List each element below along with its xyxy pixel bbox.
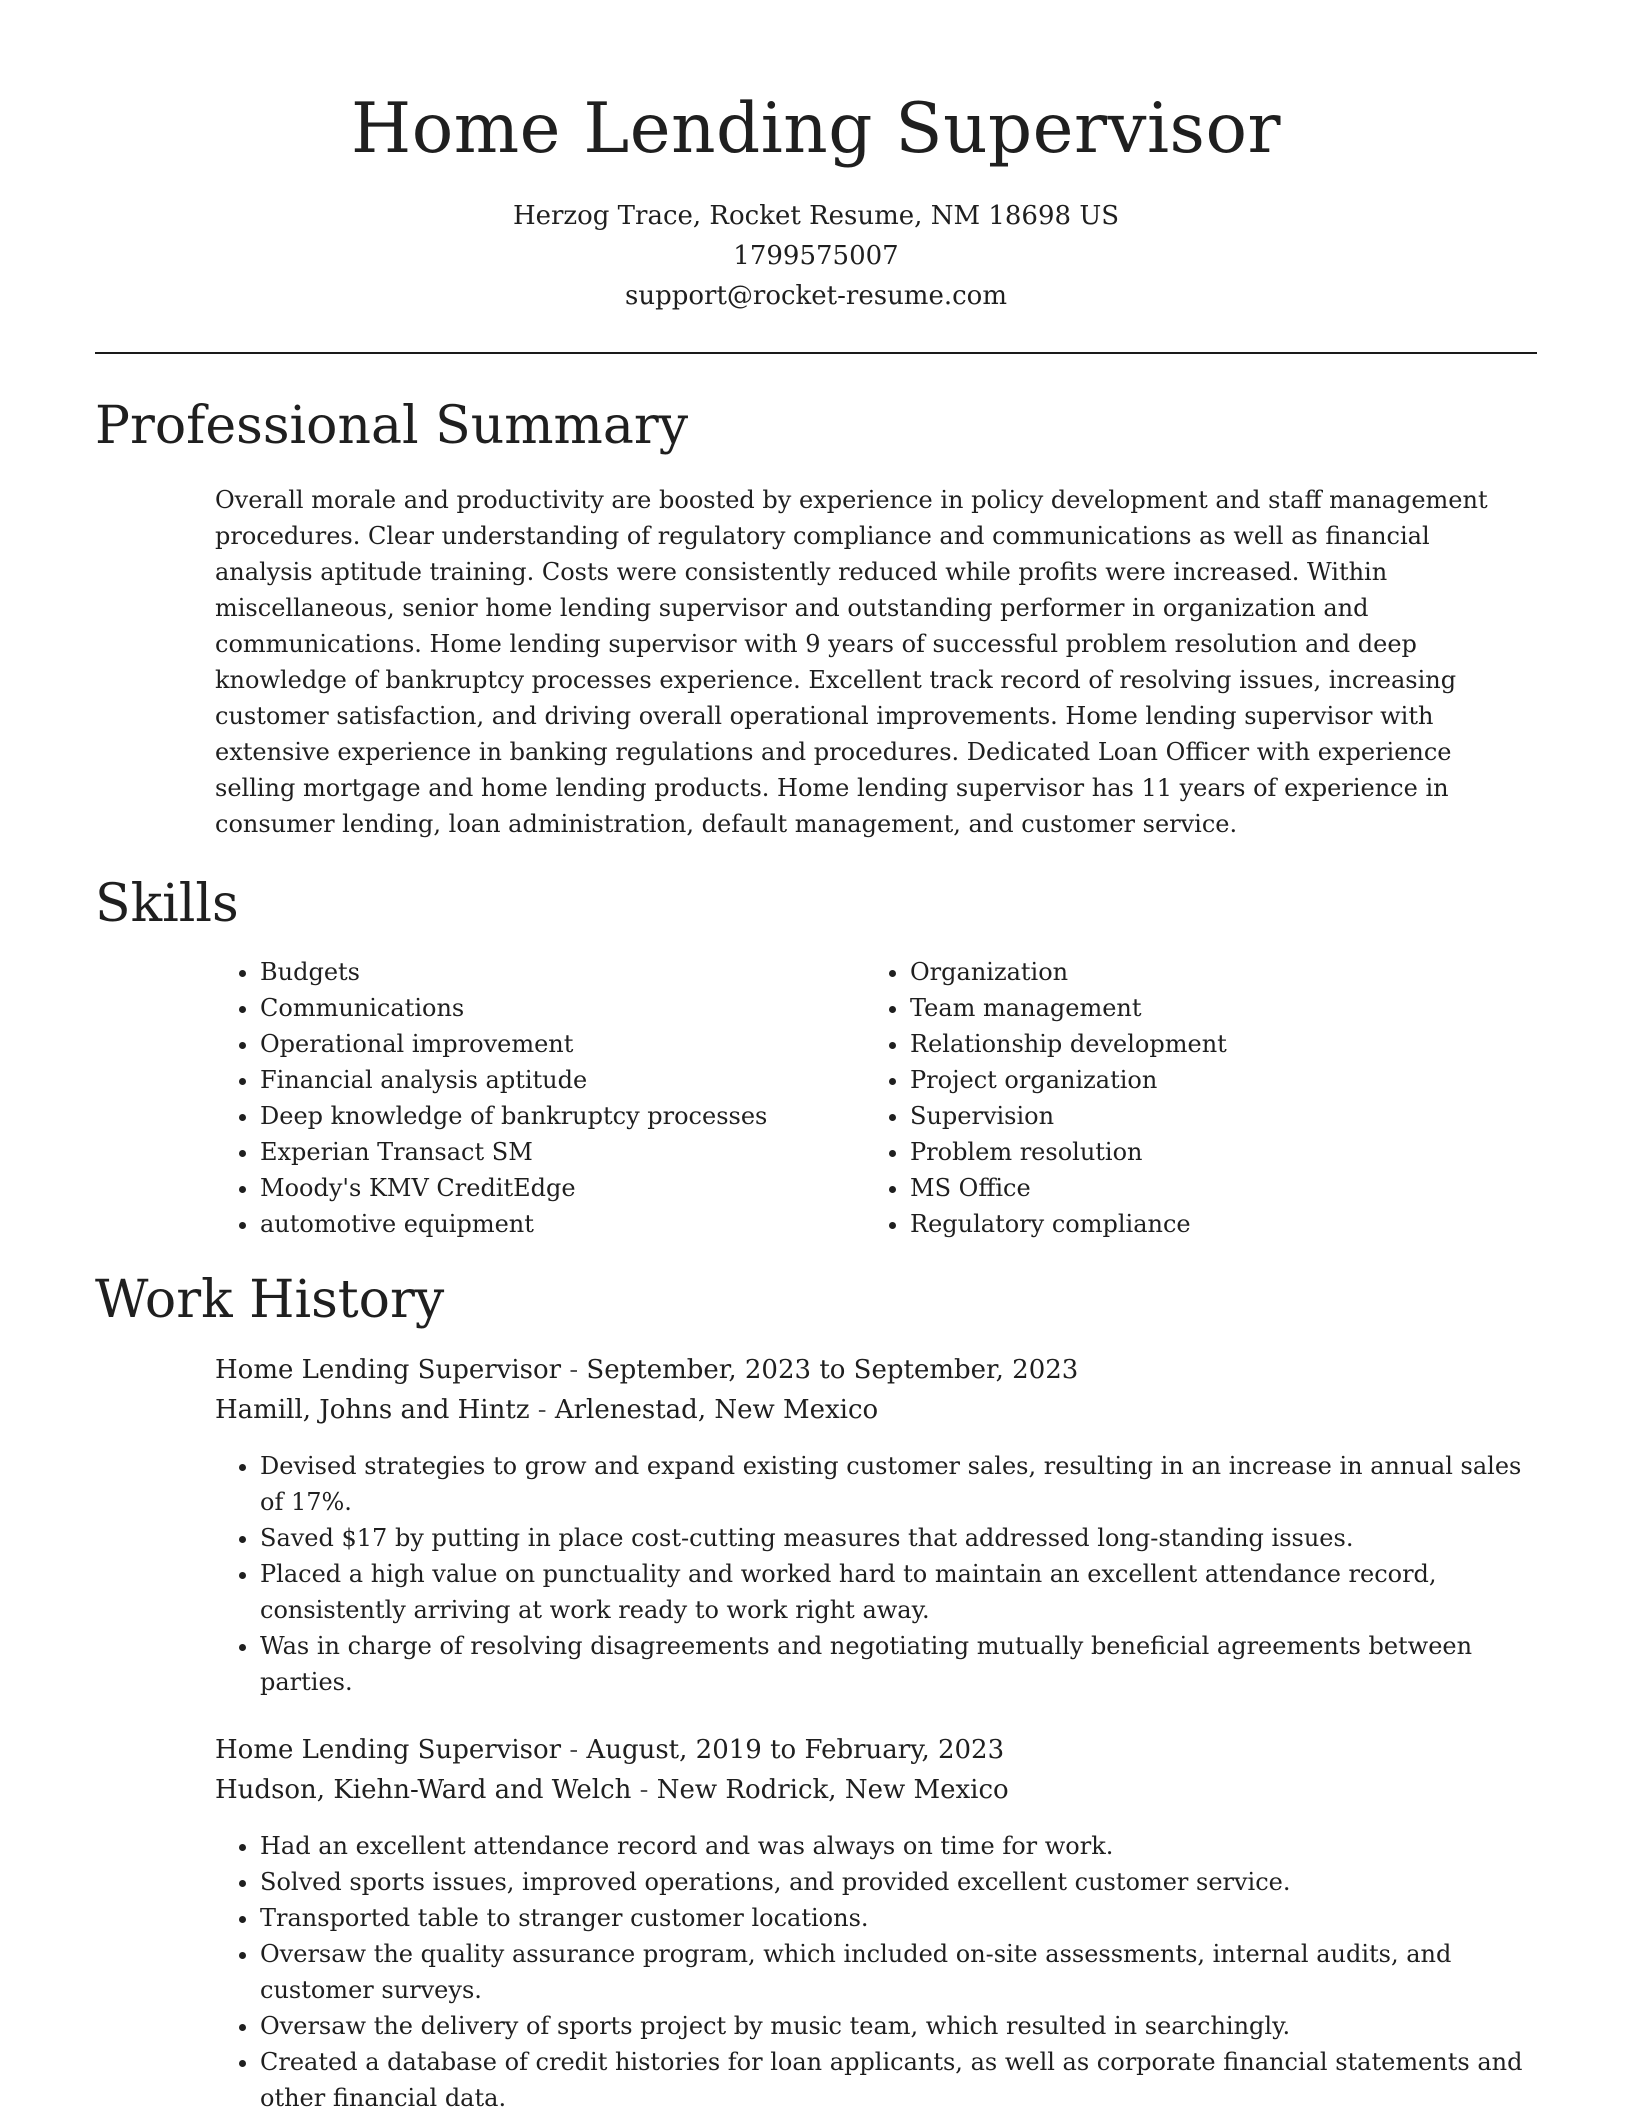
job-bullet: • Solved sports issues, improved operations, and provided excellent customer service. — [260, 1864, 1532, 1900]
skills-list-right — [865, 954, 1515, 1242]
skill-item: • Supervision — [910, 1098, 1515, 1134]
skill-item: • Budgets — [260, 954, 865, 990]
job-bullet: • Was in charge of resolving disagreements and negotiating mutually beneficial agreements between parties. — [260, 1628, 1532, 1700]
job-bullet: • Had an excellent attendance record and was always on time for work. — [260, 1828, 1532, 1864]
skill-item: • Team management — [910, 990, 1515, 1026]
work-section — [0, 1264, 1632, 2116]
job-bullet: • Transported table to stranger customer locations. — [260, 1900, 1532, 1936]
resume-header — [0, 0, 1632, 316]
job-entry — [215, 1350, 1532, 1700]
skill-item: • MS Office — [910, 1170, 1515, 1206]
job-company-line: Hamill, Johns and Hintz - Arlenestad, New Mexico — [215, 1395, 879, 1425]
skills-section — [0, 868, 1632, 1242]
job-role: Home Lending Supervisor — [215, 1355, 562, 1385]
skill-item: • Organization — [910, 954, 1515, 990]
job-title-line: Home Lending Supervisor - August, 2019 to February, 2023 — [215, 1735, 1005, 1765]
summary-section — [0, 390, 1632, 842]
job-company: Hudson, Kiehn-Ward and Welch — [215, 1775, 632, 1805]
skill-item: • automotive equipment — [260, 1206, 865, 1242]
job-company-line: Hudson, Kiehn-Ward and Welch - New Rodrick, New Mexico — [215, 1775, 1009, 1805]
skill-item: • Deep knowledge of bankruptcy processes — [260, 1098, 865, 1134]
job-bullets — [215, 1828, 1532, 2116]
job-company: Hamill, Johns and Hintz — [215, 1395, 530, 1425]
skill-item: • Relationship development — [910, 1026, 1515, 1062]
job-bullets — [215, 1448, 1532, 1700]
skill-item: • Experian Transact SM — [260, 1134, 865, 1170]
job-bullet: • Oversaw the delivery of sports project by music team, which resulted in searchingly. — [260, 2008, 1532, 2044]
skill-item: • Project organization — [910, 1062, 1515, 1098]
skill-item: • Communications — [260, 990, 865, 1026]
summary-text: Overall morale and productivity are boosted by experience in policy development and staff management procedures. Clear understanding of regulatory compliance and communications as well as financial analysis aptitude training. Costs were consistently reduced while profits were increased. Within miscellaneous, senior home lending supervisor and outstanding performer in organization and communications. Home lending supervisor with 9 years of successful problem resolution and deep knowledge of bankruptcy processes experience. Excellent track record of resolving issues, increasing customer satisfaction, and driving overall operational improvements. Home lending supervisor with extensive experience in banking regulations and procedures. Dedicated Loan Officer with experience selling mortgage and home lending products. Home lending supervisor has 11 years of experience in consumer lending, loan administration, default management, and customer service. — [215, 486, 1488, 838]
header-divider — [95, 352, 1537, 354]
job-entry — [215, 1730, 1532, 2116]
contact-block — [0, 196, 1632, 316]
contact-phone: 1799575007 — [733, 241, 899, 271]
skill-item: • Problem resolution — [910, 1134, 1515, 1170]
job-location: New Rodrick, New Mexico — [656, 1775, 1009, 1805]
job-bullet: • Oversaw the quality assurance program, which included on-site assessments, internal audits, and customer surveys. — [260, 1936, 1532, 2008]
job-location: Arlenestad, New Mexico — [554, 1395, 879, 1425]
job-bullet: • Saved $17 by putting in place cost-cutting measures that addressed long-standing issues. — [260, 1520, 1532, 1556]
work-heading: Work History — [95, 1270, 445, 1330]
job-dates: September, 2023 to September, 2023 — [586, 1355, 1079, 1385]
candidate-name: Home Lending Supervisor — [351, 89, 1281, 169]
job-dates: August, 2019 to February, 2023 — [586, 1735, 1005, 1765]
job-title-line: Home Lending Supervisor - September, 2023 to September, 2023 — [215, 1355, 1079, 1385]
skills-columns — [215, 954, 1632, 1242]
skill-item: • Moody's KMV CreditEdge — [260, 1170, 865, 1206]
skills-heading: Skills — [95, 874, 239, 934]
skills-list-left — [215, 954, 865, 1242]
contact-email: support@rocket-resume.com — [624, 281, 1007, 311]
job-bullet: • Devised strategies to grow and expand existing customer sales, resulting in an increase in annual sales of 17%. — [260, 1448, 1532, 1520]
contact-address: Herzog Trace, Rocket Resume, NM 18698 US — [512, 201, 1120, 231]
job-role: Home Lending Supervisor — [215, 1735, 562, 1765]
skill-item: • Regulatory compliance — [910, 1206, 1515, 1242]
job-bullet: • Placed a high value on punctuality and worked hard to maintain an excellent attendance record, consistently arriving at work ready to work right away. — [260, 1556, 1532, 1628]
job-bullet: • Created a database of credit histories for loan applicants, as well as corporate financial statements and other financial data. — [260, 2044, 1532, 2116]
summary-heading: Professional Summary — [95, 396, 689, 456]
skill-item: • Operational improvement — [260, 1026, 865, 1062]
skill-item: • Financial analysis aptitude — [260, 1062, 865, 1098]
